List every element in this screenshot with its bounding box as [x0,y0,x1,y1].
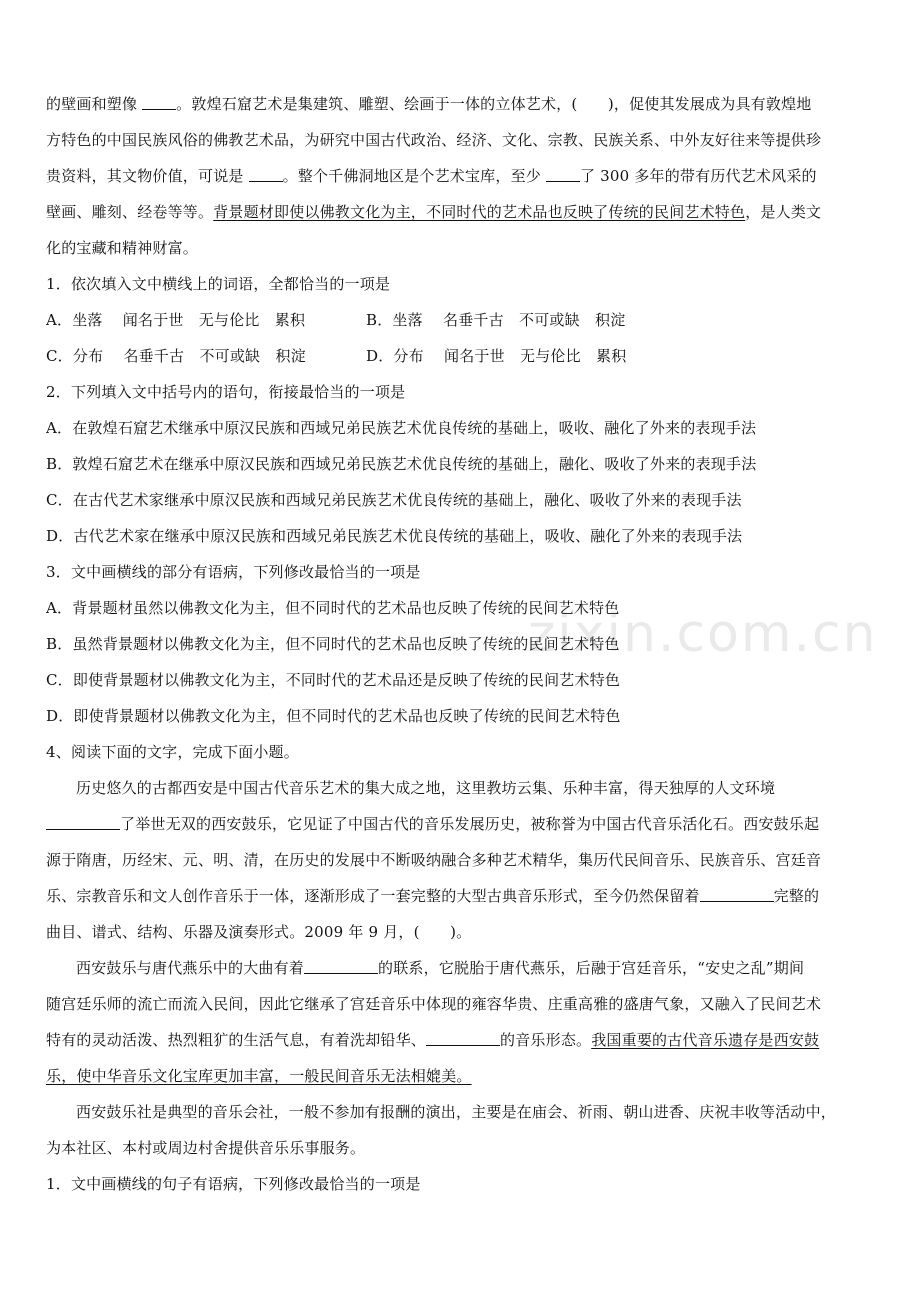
passage2-line: 源于隋唐，历经宋、元、明、清，在历史的发展中不断吸纳融合多种艺术精华，集历代民间音乐、民族音乐、宫廷音 [46,851,822,869]
passage1-line [46,158,880,194]
question-1-options-row [46,302,880,338]
option-b: B．虽然背景题材以佛教文化为主，但不同时代的艺术品也反映了传统的民间艺术特色 [46,635,620,653]
passage1-line [46,86,880,122]
fill-blank [304,959,378,974]
option-b: B．坐落 名垂千古 不可或缺 积淀 [366,311,626,329]
text: 完整的 [773,887,820,905]
text: 了举世无双的西安鼓乐，它见证了中国古代的音乐发展历史，被称誉为中国古代音乐活化石。西安鼓乐起 [120,815,820,833]
text: 的壁画和塑像 [46,95,143,113]
text: 。整个千佛洞地区是个艺术宝库，至少 [282,167,546,185]
text: 。敦煌石窟艺术是集建筑、雕塑、绘画于一体的立体艺术，( )，促使其发展成为具有敦煌地 [176,95,812,113]
passage2-line [46,806,880,842]
passage2-line: 西安鼓乐社是典型的音乐会社，一般不参加有报酬的演出，主要是在庙会、祈雨、朝山进香、庆祝丰收等活动中， [76,1103,837,1121]
fill-blank [249,167,283,182]
passage2-line [46,1058,880,1094]
option-c: C．分布 名垂千古 不可或缺 积淀 [46,347,306,365]
text: 的联系，它脱胎于唐代燕乐，后融于宫廷音乐，“安史之乱”期间 [378,959,805,977]
option-a: A．在敦煌石窟艺术继承中原汉民族和西域兄弟民族艺术优良传统的基础上，吸收、融化了外来的表现手法 [46,419,757,437]
passage1-line: 化的宝藏和精神财富。 [46,239,199,257]
option-a: A．背景题材虽然以佛教文化为主，但不同时代的艺术品也反映了传统的民间艺术特色 [46,599,620,617]
text: 贵资料，其文物价值，可说是 [46,167,249,185]
option-c: C．在古代艺术家继承中原汉民族和西域兄弟民族艺术优良传统的基础上，融化、吸收了外来的表现手法 [46,491,742,509]
text: 壁画、雕刻、经卷等等。 [46,203,214,221]
text: 西安鼓乐与唐代燕乐中的大曲有着 [76,959,305,977]
fill-blank [142,95,176,110]
passage2-line: 随宫廷乐师的流亡而流入民间，因此它继承了宫廷音乐中体现的雍容华贵、庄重高雅的盛唐气象，又融入了民间艺术 [46,995,822,1013]
option-c: C．即使背景题材以佛教文化为主，不同时代的艺术品还是反映了传统的民间艺术特色 [46,671,621,689]
question-2-stem: 2．下列填入文中括号内的语句，衔接最恰当的一项是 [46,383,406,401]
passage2-line [46,1022,880,1058]
passage2-line [46,878,880,914]
passage2-line: 历史悠久的古都西安是中国古代音乐艺术的集大成之地，这里教坊云集、乐种丰富，得天独厚的人文环境 [76,779,776,797]
fill-blank [700,887,774,902]
option-d: D．古代艺术家在继承中原汉民族和西域兄弟民族艺术优良传统的基础上，吸收、融化了外来的表现手法 [46,527,743,545]
fill-blank [426,1031,500,1046]
question-4-stem: 4、阅读下面的文字，完成下面小题。 [46,743,299,761]
question-3-stem: 3．文中画横线的部分有语病，下列修改最恰当的一项是 [46,563,421,581]
underlined-sentence: 乐，使中华音乐文化宝库更加丰富，一般民间音乐无法相媲美。 [46,1067,472,1085]
passage2-line [46,950,880,986]
fill-blank [46,815,120,830]
question-1-stem: 1．依次填入文中横线上的词语，全都恰当的一项是 [46,275,391,293]
document-page [46,86,880,1202]
underlined-sentence: 我国重要的古代音乐遗存是西安鼓 [591,1031,820,1049]
sub-question-1-stem: 1．文中画横线的句子有语病，下列修改最恰当的一项是 [46,1175,421,1193]
passage2-line: 为本社区、本村或周边村舍提供音乐乐事服务。 [46,1139,366,1157]
underlined-sentence: 背景题材即使以佛教文化为主，不同时代的艺术品也反映了传统的民间艺术特色 [213,203,746,221]
option-b: B．敦煌石窟艺术在继承中原汉民族和西域兄弟民族艺术优良传统的基础上，融化、吸收了外来的表现手法 [46,455,757,473]
text: 特有的灵动活泼、热烈粗犷的生活气息，有着洗却铅华、 [46,1031,427,1049]
passage1-line: 方特色的中国民族风俗的佛教艺术品，为研究中国古代政治、经济、文化、宗教、民族关系、中外友好往来等提供珍 [46,131,822,149]
passage2-line: 曲目、谱式、结构、乐器及演奏形式。2009 年 9 月，( )。 [46,923,472,941]
option-d: D．分布 闻名于世 无与伦比 累积 [366,347,627,365]
option-d: D．即使背景题材以佛教文化为主，但不同时代的艺术品也反映了传统的民间艺术特色 [46,707,621,725]
option-a: A．坐落 闻名于世 无与伦比 累积 [46,311,306,329]
fill-blank [546,167,580,182]
question-1-options-row [46,338,880,374]
text: 的音乐形态。 [500,1031,592,1049]
text: 乐、宗教音乐和文人创作音乐于一体，逐渐形成了一套完整的大型古典音乐形式，至今仍然保留着 [46,887,700,905]
watermark: zixin.com.cn [528,604,878,664]
text: 了 300 多年的带有历代艺术风采的 [579,167,817,185]
passage1-line [46,194,880,230]
text: ，是人类文 [745,203,822,221]
